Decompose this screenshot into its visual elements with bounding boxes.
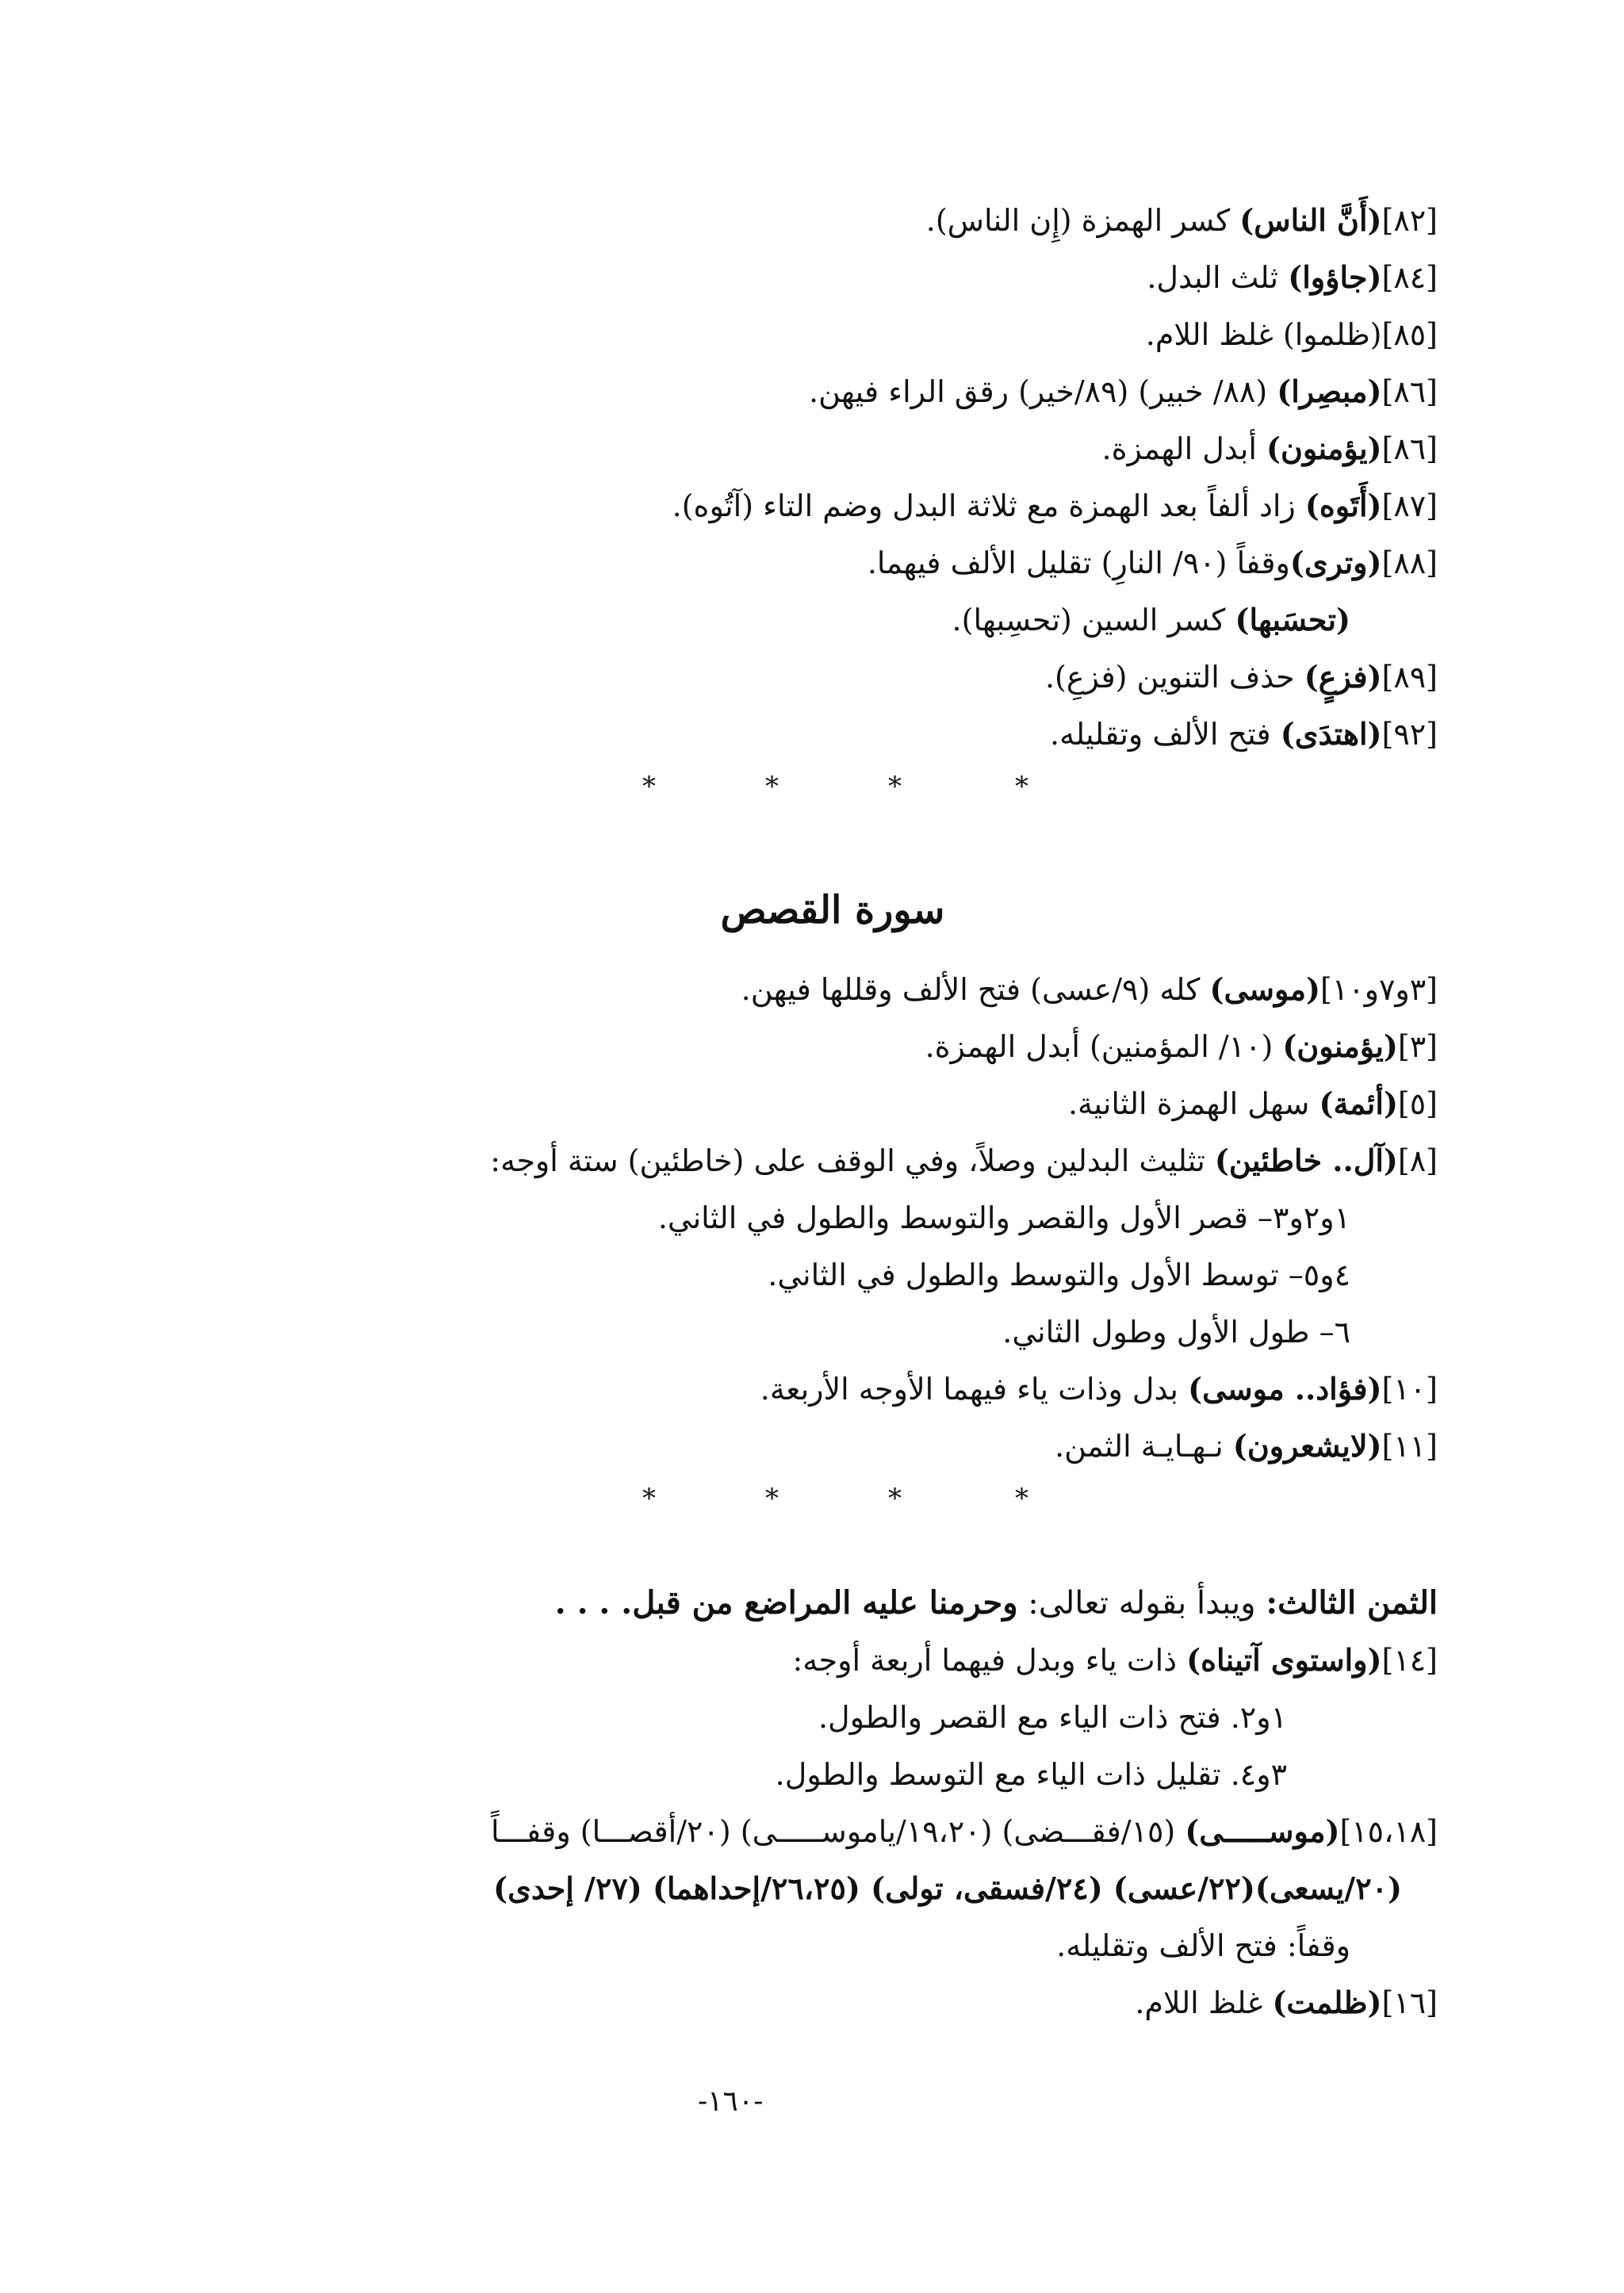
text-line (776, 1752, 1287, 1797)
quranic-word: (اهتدَى) (1280, 716, 1382, 752)
separator-star: * (765, 1483, 779, 1514)
text-line (952, 598, 1350, 642)
line-text: أبدل الهمزة. (1101, 431, 1266, 466)
text-line (925, 1024, 1438, 1069)
verse-ref: [٣و٧و١٠] (1320, 972, 1438, 1007)
text-line (760, 1367, 1438, 1411)
line-text: غلظ اللام. (1135, 1985, 1273, 2020)
verse-ref: [١٠] (1381, 1372, 1438, 1407)
quranic-word: (موســـــى) (1185, 1813, 1340, 1849)
text-line (1002, 1310, 1350, 1354)
verse-ref: [٨٧] (1381, 488, 1438, 523)
quranic-word: (آل.. خاطئين) (1214, 1143, 1398, 1178)
quranic-word: (واستوى آتيناه) (1186, 1642, 1382, 1678)
verse-ref: [١١] (1381, 1429, 1438, 1464)
text-line (658, 1196, 1350, 1240)
text-line (490, 1139, 1438, 1183)
line-text: ١و٢و٣– قصر الأول والقصر والتوسط والطول في الثاني. (657, 1200, 1350, 1235)
text-line (1147, 255, 1438, 300)
verse-ref: [١٤] (1381, 1643, 1438, 1678)
page-number: -١٦٠- (698, 2085, 764, 2118)
thumn-intro: ويبدأ بقوله تعالى: (1017, 1585, 1266, 1621)
verse-ref: [١٥،١٨] (1339, 1814, 1438, 1849)
quranic-word: (فزعٍ) (1304, 659, 1382, 695)
text-line (1055, 1424, 1438, 1468)
separator-star: * (642, 771, 656, 802)
line-text: بدل وذات ياء فيهما الأوجه الأربعة. (760, 1372, 1189, 1407)
line-text: (١٠/ المؤمنين) أبدل الهمزة. (925, 1029, 1283, 1064)
line-text: كله (٩/عسى) فتح الألف وقللها فيهن. (741, 972, 1210, 1007)
verse-ref: [٨] (1397, 1143, 1438, 1178)
text-line (818, 1695, 1287, 1740)
verse-ref: [٩٢] (1381, 717, 1438, 752)
quranic-word: (مبصِرا) (1277, 373, 1382, 409)
text-line (792, 1638, 1438, 1682)
verse-ref: [٨٦] (1381, 374, 1438, 409)
line-text: ذات ياء وبدل فيهما أربعة أوجه: (792, 1643, 1187, 1678)
separator-star: * (765, 771, 779, 802)
quranic-word: (تحسَبها) (1235, 602, 1350, 637)
verse-ref: [٨٥] (1381, 317, 1438, 352)
line-text: كسر السين (تحسِبها). (952, 603, 1235, 637)
separator-star: * (1015, 771, 1028, 802)
text-line (868, 541, 1438, 585)
separator-star: * (888, 1483, 902, 1514)
separator-star: * (642, 1483, 656, 1514)
separator-star: * (888, 771, 902, 802)
line-text: وقفاً (٩٠/ النارِ) تقليل الألف فيهما. (867, 545, 1290, 580)
line-text: فتح الألف وتقليله. (1050, 717, 1281, 752)
verse-ref: [٨٦] (1381, 431, 1438, 466)
verse-ref: [٨٢] (1381, 203, 1438, 238)
text-line (1050, 712, 1438, 756)
quranic-word: (يؤمنون) (1282, 1028, 1398, 1064)
line-text: ١و٢. فتح ذات الياء مع القصر والطول. (818, 1700, 1287, 1735)
line-text: (ظلموا) غلظ اللام. (1145, 317, 1382, 352)
thumn-verse: وحرمنا عليه المراضع من قبل. . . . (554, 1584, 1018, 1621)
line-text: نـهـايـة الثمن. (1055, 1429, 1233, 1464)
line-text: حذف التنوين (فزعِ). (1044, 660, 1304, 695)
verse-ref: [١٦] (1381, 1985, 1438, 2020)
text-line (1056, 1924, 1350, 1968)
text-line (741, 967, 1438, 1012)
text-line (1045, 655, 1438, 699)
line-text: ثلث البدل. (1147, 260, 1289, 295)
text-line (672, 484, 1438, 528)
line-text: تثليث البدلين وصلاً، وفي الوقف على (خاطئين) ستة أوجه: (490, 1143, 1215, 1178)
text-line (1146, 312, 1438, 357)
line-text: ٦– طول الأول وطول الثاني. (1002, 1315, 1350, 1349)
quranic-word: (أَنَّ الناس) (1239, 202, 1382, 238)
line-text: زاد ألفاً بعد الهمزة مع ثلاثة البدل وضم التاء (آتُوه). (672, 488, 1305, 523)
line-text: كسر الهمزة (إِن الناس). (925, 203, 1240, 238)
verse-ref: [٨٤] (1381, 260, 1438, 295)
surah-title: سورة القصص (720, 888, 945, 932)
quranic-word: (جاؤوا) (1288, 259, 1382, 295)
verse-ref: [٨٩] (1381, 660, 1438, 695)
thumn-heading (555, 1581, 1438, 1625)
line-text: وقفاً: فتح الألف وتقليله. (1056, 1928, 1350, 1963)
verse-ref: [٥] (1397, 1086, 1438, 1121)
quranic-word: (موسى) (1209, 971, 1320, 1007)
quranic-word: (يؤمنون) (1266, 431, 1382, 466)
text-line (809, 369, 1438, 414)
thumn-label: الثمن الثالث: (1266, 1584, 1438, 1621)
verse-ref: [٨٨] (1381, 545, 1438, 580)
quranic-word: (لايشعرون) (1232, 1428, 1382, 1464)
separator-star: * (1015, 1483, 1028, 1514)
quranic-word: (ظلمت) (1272, 1985, 1382, 2020)
text-line (1102, 427, 1438, 471)
line-text: (٢٠/يسعى)(٢٢/عسى) (٢٤/فسقى، تولى) (٢٦،٢٥/إحداهما) (٢٧/ إحدى) (493, 1870, 1402, 1906)
quranic-word: (أَتَوه) (1304, 488, 1382, 523)
line-text: ٤و٥– توسط الأول والتوسط والطول في الثاني. (768, 1258, 1350, 1292)
text-line (1135, 1981, 1438, 2025)
text-line (768, 1253, 1350, 1297)
verse-ref: [٣] (1397, 1029, 1438, 1064)
line-text: (٨٨/ خبير) (٨٩/خير) رقق الراء فيهن. (808, 374, 1277, 409)
line-text: (١٥/فقـــضى) (١٩،٢٠/ياموســـــى) (٢٠/أقصـــا) وقفـــاً (490, 1814, 1185, 1849)
quranic-word: (فؤاد.. موسى) (1188, 1371, 1382, 1407)
quranic-word: (وترى) (1289, 545, 1382, 580)
text-line (1068, 1081, 1438, 1126)
text-line (493, 1866, 1402, 1911)
text-line (491, 1809, 1438, 1854)
line-text: سهل الهمزة الثانية. (1067, 1086, 1320, 1121)
line-text: ٣و٤. تقليل ذات الياء مع التوسط والطول. (775, 1757, 1287, 1792)
text-line (926, 198, 1438, 243)
quranic-word: (أئمة) (1319, 1085, 1398, 1121)
